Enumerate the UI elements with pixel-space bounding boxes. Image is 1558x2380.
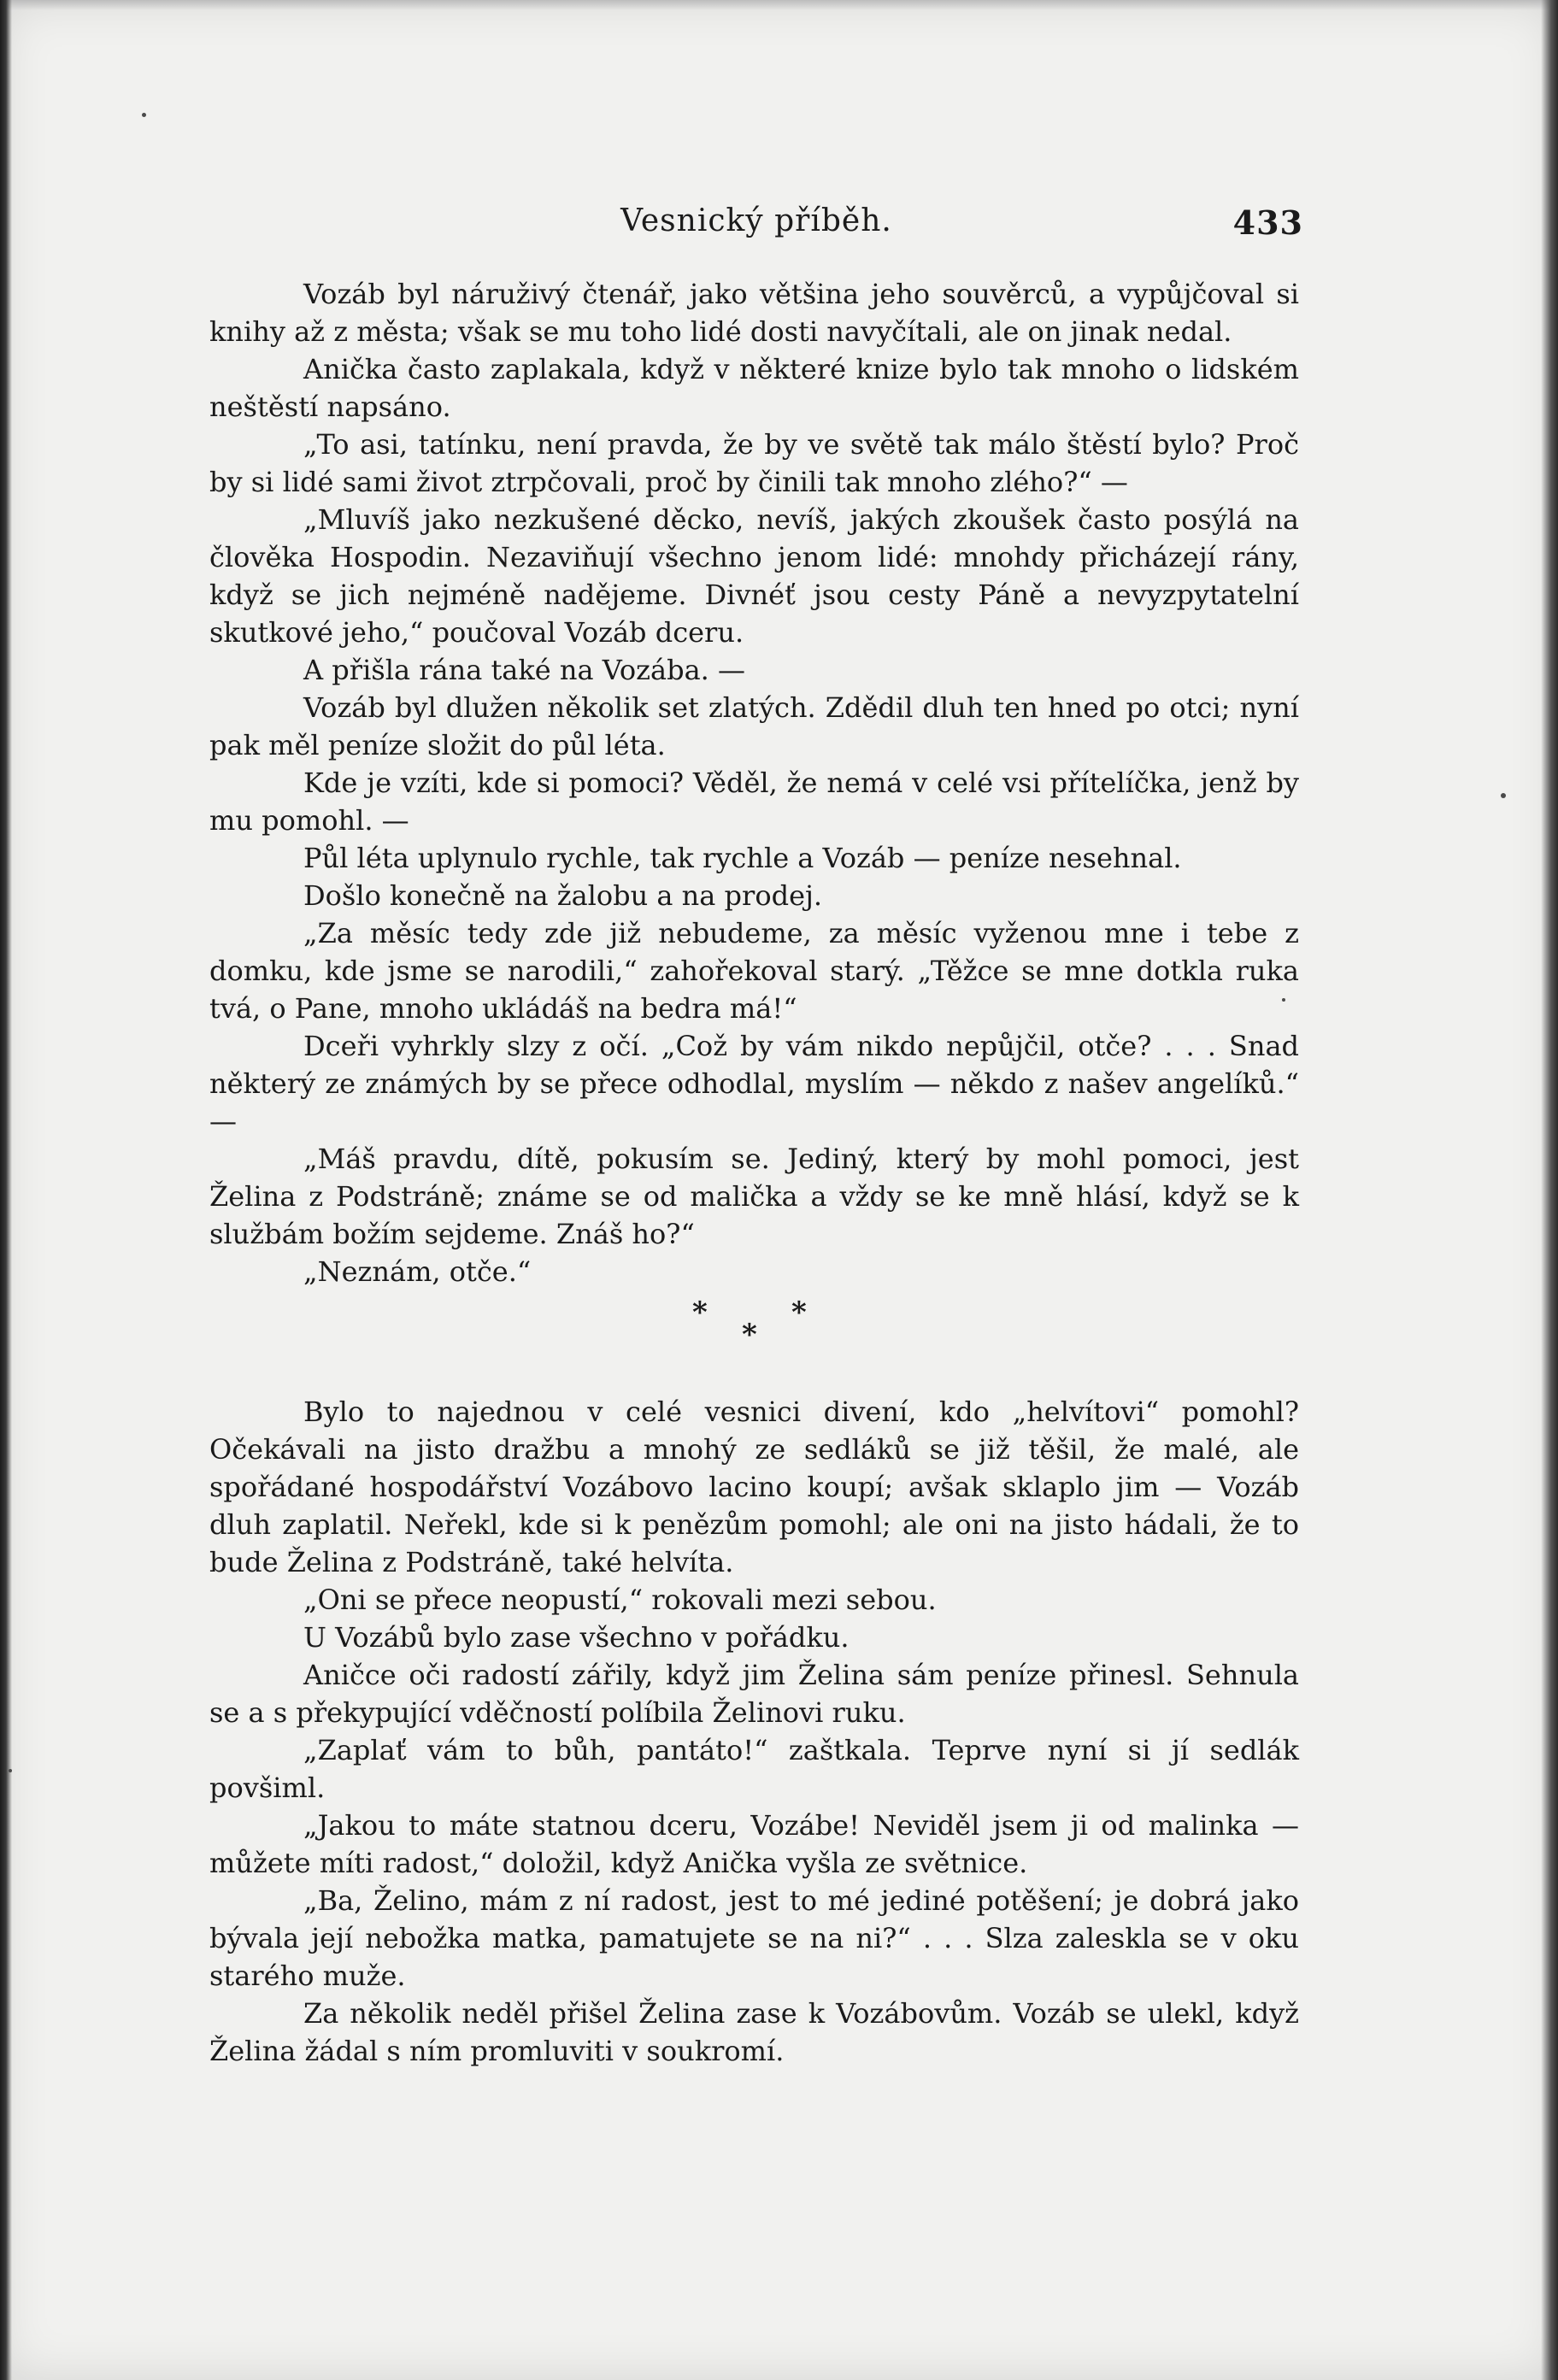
paragraph: Půl léta uplynulo rychle, tak rychle a Vozáb — peníze nesehnal. <box>303 842 1182 874</box>
asterisk: * <box>742 1318 757 1352</box>
page-body <box>209 275 1299 2070</box>
paragraph: U Vozábů bylo zase všechno v pořádku. <box>303 1621 850 1654</box>
paragraph: „Jakou to máte statnou dceru, Vozábe! Neviděl jsem ji od malinka — můžete míti radost,“ doložil, když Anička vyšla ze světnice. <box>209 1809 1299 1879</box>
asterisk: * <box>791 1296 807 1330</box>
paragraph: Vozáb byl dlužen několik set zlatých. Zdědil dluh ten hned po otci; nyní pak měl peníze složit do půl léta. <box>209 691 1299 761</box>
print-speck <box>1501 793 1506 798</box>
paragraph: A přišla rána také na Vozába. — <box>303 654 746 686</box>
paragraph: „Oni se přece neopustí,“ rokovali mezi sebou. <box>303 1584 937 1616</box>
running-title: Vesnický příběh. <box>620 203 892 238</box>
paragraph: Za několik neděl přišel Želina zase k Vozábovům. Vozáb se ulekl, když Želina žádal s ním promluviti v soukromí. <box>209 1997 1299 2067</box>
paragraph: Bylo to najednou v celé vesnici divení, kdo „helvítovi“ pomohl? Očekávali na jisto dražbu a mnohý ze sedláků se již těšil, že malé, ale spořádané hospodářství Vozábovo lacino koupí; avšak sklaplo jim — Vozáb dluh zaplatil. Neřekl, kde si k penězům pomohl; ale oni na jisto hádali, že to bude Želina z Podstráně, také helvíta. <box>209 1396 1299 1578</box>
section-break <box>209 1290 1299 1393</box>
asterisk: * <box>692 1296 708 1330</box>
asterism <box>684 1290 855 1359</box>
paragraph: „Máš pravdu, dítě, pokusím se. Jediný, který by mohl pomoci, jest Želina z Podstráně; známe se od malička a vždy se ke mně hlásí, když se k službám božím sejdeme. Znáš ho?“ <box>209 1143 1299 1250</box>
print-speck <box>9 1769 12 1772</box>
paragraph: „Ba, Želino, mám z ní radost, jest to mé jediné potěšení; je dobrá jako bývala její nebožka matka, pamatujete se na ni?“ . . . Slza zaleskla se v oku starého muže. <box>209 1884 1299 1992</box>
paragraph: „Mluvíš jako nezkušené děcko, nevíš, jakých zkoušek často posýlá na člověka Hospodin. Nezaviňují všechno jenom lidé: mnohdy přicházejí rány, když se jich nejméně nadějeme. Divnéť jsou cesty Páně a nevyzpytatelní skutkové jeho,“ poučoval Vozáb dceru. <box>209 503 1299 649</box>
paragraph: Kde je vzíti, kde si pomoci? Věděl, že nemá v celé vsi přítelíčka, jenž by mu pomohl. — <box>209 767 1299 837</box>
paragraph: Vozáb byl náruživý čtenář, jako většina jeho souvěrců, a vypůjčoval si knihy až z města; však se mu toho lidé dosti navyčítali, ale on jinak nedal. <box>209 278 1299 348</box>
paragraph: Anička často zaplakala, když v některé knize bylo tak mnoho o lidském neštěstí napsáno. <box>209 353 1299 423</box>
page-header <box>209 203 1303 251</box>
page-number: 433 <box>1232 203 1303 242</box>
paragraph: „Neznám, otče.“ <box>303 1255 532 1288</box>
page-right-edge <box>1541 0 1558 2380</box>
paragraph: „Zaplať vám to bůh, pantáto!“ zaštkala. Teprve nyní si jí sedlák povšiml. <box>209 1734 1299 1804</box>
paragraph: Aničce oči radostí zářily, když jim Želina sám peníze přinesl. Sehnula se a s překypující vděčností políbila Želinovi ruku. <box>209 1659 1299 1729</box>
paragraph: „Za měsíc tedy zde již nebudeme, za měsíc vyženou mne i tebe z domku, kde jsme se narodili,“ zahořekoval starý. „Těžce se mne dotkla ruka tvá, o Pane, mnoho ukládáš na bedra má!“ <box>209 917 1299 1025</box>
print-speck <box>142 113 146 117</box>
paragraph: Došlo konečně na žalobu a na prodej. <box>303 879 823 912</box>
page-left-edge <box>0 0 12 2380</box>
paragraph: Dceři vyhrkly slzy z očí. „Což by vám nikdo nepůjčil, otče? . . . Snad některý ze známých by se přece odhodlal, myslím — někdo z našev angelíků.“ — <box>209 1030 1299 1137</box>
paragraph: „To asi, tatínku, není pravda, že by ve světě tak málo štěstí bylo? Proč by si lidé sami život ztrpčovali, proč by činili tak mnoho zlého?“ — <box>209 428 1299 498</box>
page-top-shadow <box>0 0 1558 10</box>
